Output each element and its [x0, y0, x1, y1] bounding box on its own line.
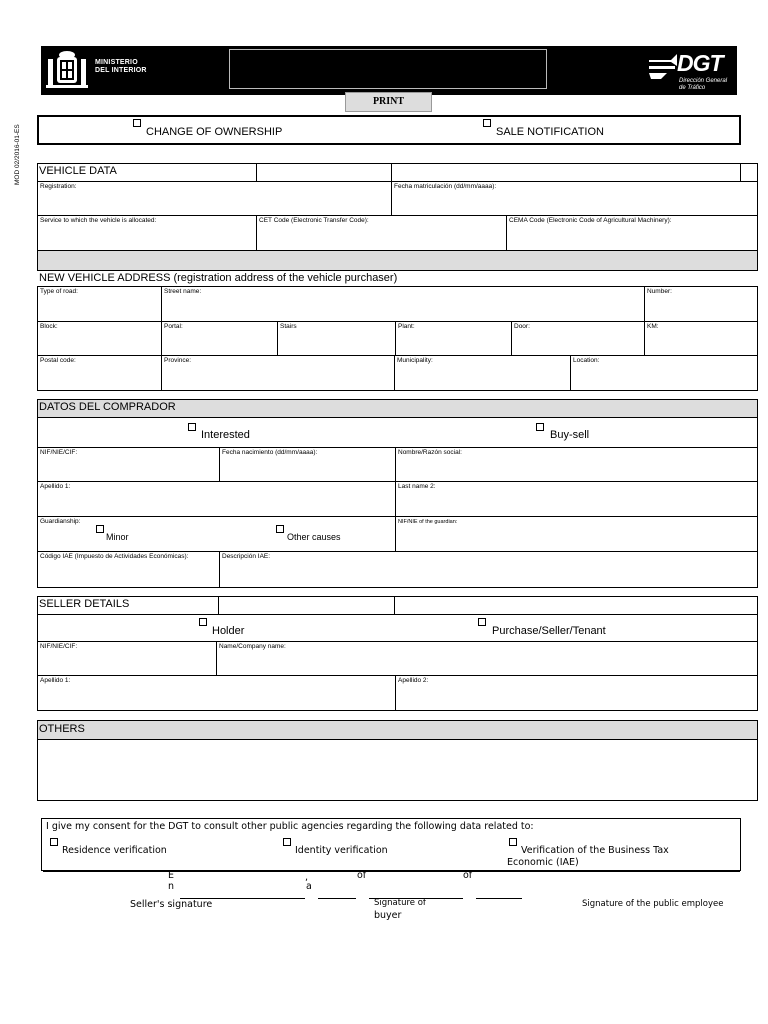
- dgt-arrow-icon: [647, 50, 681, 82]
- seller-name-field[interactable]: Name/Company name:: [216, 641, 758, 676]
- cema-code-field[interactable]: CEMA Code (Electronic Code of Agricultural Machinery):: [506, 215, 758, 251]
- vehicle-data-footer-bar: [37, 250, 758, 271]
- identity-verification-label: Identity verification: [295, 845, 388, 856]
- address-section: [37, 286, 758, 391]
- buyer-name-field[interactable]: Nombre/Razón social:: [395, 447, 758, 482]
- buyer-signature-label-2: buyer: [374, 910, 402, 921]
- location-field[interactable]: Location:: [570, 355, 758, 391]
- street-name-field[interactable]: Street name:: [161, 286, 645, 322]
- coat-of-arms-icon: [45, 49, 89, 91]
- buyer-lastname2-field[interactable]: Last name 2:: [395, 481, 758, 517]
- seller-surname1-field[interactable]: Apellido 1:: [37, 675, 396, 711]
- interested-label: Interested: [201, 429, 250, 441]
- buyer-surname1-field[interactable]: Apellido 1:: [37, 481, 396, 517]
- date-a: a: [306, 881, 312, 892]
- holder-checkbox[interactable]: [199, 618, 207, 626]
- buyer-nif-field[interactable]: NIF/NIE/CIF:: [37, 447, 220, 482]
- seller-surname2-field[interactable]: Apellido 2:: [395, 675, 758, 711]
- residence-verification-checkbox[interactable]: [50, 838, 58, 846]
- dgt-sub1: Dirección General: [679, 78, 728, 84]
- buyer-type-row: [37, 417, 758, 448]
- registration-field[interactable]: Registration:: [37, 181, 392, 216]
- buy-sell-label: Buy-sell: [550, 429, 590, 441]
- header-bar: [41, 46, 737, 95]
- form-title-box: [229, 49, 547, 89]
- dgt-logo: [647, 48, 735, 94]
- ministry-name: [95, 59, 147, 75]
- portal-field[interactable]: Portal:: [161, 321, 278, 356]
- municipality-field[interactable]: Municipality:: [394, 355, 571, 391]
- date-of-2: of: [463, 870, 473, 881]
- km-field[interactable]: KM:: [644, 321, 758, 356]
- seller-header: [37, 596, 758, 615]
- model-code: MOD 02/2016-01-ES: [14, 124, 21, 185]
- dgt-sub2: de Tráfico: [679, 85, 706, 91]
- others-header: [37, 720, 758, 740]
- others-section: [37, 720, 758, 801]
- date-comma: ,: [305, 872, 309, 883]
- consent-text: I give my consent for the DGT to consult other public agencies regarding the following data related to:: [46, 821, 534, 832]
- road-type-field[interactable]: Type of road:: [37, 286, 162, 322]
- block-field[interactable]: Block:: [37, 321, 162, 356]
- buyer-header: [37, 399, 758, 418]
- date-place-n: n: [168, 881, 175, 892]
- seller-type-row: [37, 614, 758, 642]
- seller-section: [37, 596, 758, 711]
- ministry-line1: MINISTERIO: [95, 59, 138, 66]
- business-tax-verification-checkbox[interactable]: [509, 838, 517, 846]
- ministry-line2: DEL INTERIOR: [95, 67, 147, 74]
- province-field[interactable]: Province:: [161, 355, 395, 391]
- employee-signature-label: Signature of the public employee: [582, 899, 724, 909]
- vehicle-data-heading: VEHICLE DATA: [39, 165, 117, 177]
- buyer-birth-date-field[interactable]: Fecha nacimiento (dd/mm/aaaa):: [219, 447, 396, 482]
- dgt-wordmark: DGT: [677, 50, 723, 76]
- registration-date-field[interactable]: Fecha matriculación (dd/mm/aaaa):: [391, 181, 758, 216]
- business-tax-verification-label-2: Economic (IAE): [507, 857, 579, 868]
- buy-sell-checkbox[interactable]: [536, 423, 544, 431]
- seller-heading: SELLER DETAILS: [39, 598, 130, 610]
- purchase-seller-tenant-checkbox[interactable]: [478, 618, 486, 626]
- iae-code-field[interactable]: Código IAE (Impuesto de Actividades Económicas):: [37, 551, 220, 588]
- address-heading: NEW VEHICLE ADDRESS (registration address of the vehicle purchaser): [39, 272, 398, 284]
- stairs-field[interactable]: Stairs: [277, 321, 396, 356]
- sale-notification-checkbox[interactable]: [483, 119, 491, 127]
- vehicle-data-section: [37, 163, 758, 271]
- iae-description-field[interactable]: Descripción IAE:: [219, 551, 758, 588]
- door-field[interactable]: Door:: [511, 321, 645, 356]
- other-causes-checkbox[interactable]: [276, 525, 284, 533]
- minor-label: Minor: [106, 532, 129, 542]
- change-of-ownership-label: CHANGE OF OWNERSHIP: [146, 126, 283, 138]
- change-of-ownership-checkbox[interactable]: [133, 119, 141, 127]
- buyer-section: [37, 399, 758, 588]
- sale-notification-label: SALE NOTIFICATION: [496, 126, 604, 138]
- date-of-1: of: [357, 870, 367, 881]
- buyer-signature-label: Signature of: [374, 898, 426, 908]
- guardianship-field: Guardianship: Minor Other causes: [37, 516, 396, 552]
- procedure-box: [37, 115, 741, 145]
- day-line[interactable]: [318, 898, 356, 899]
- minor-checkbox[interactable]: [96, 525, 104, 533]
- plant-field[interactable]: Plant:: [395, 321, 512, 356]
- buyer-heading: DATOS DEL COMPRADOR: [39, 401, 176, 413]
- seller-nif-field[interactable]: NIF/NIE/CIF:: [37, 641, 217, 676]
- seller-signature-label: Seller's signature: [130, 899, 213, 910]
- purchase-seller-tenant-label: Purchase/Seller/Tenant: [492, 625, 606, 637]
- identity-verification-checkbox[interactable]: [283, 838, 291, 846]
- date-place-e: E: [168, 870, 175, 881]
- guardian-nif-field[interactable]: NIF/NIE of the guardian:: [395, 516, 758, 552]
- others-textarea[interactable]: [37, 739, 758, 801]
- service-field[interactable]: Service to which the vehicle is allocated:: [37, 215, 257, 251]
- postal-code-field[interactable]: Postal code:: [37, 355, 162, 391]
- holder-label: Holder: [212, 625, 245, 637]
- print-button[interactable]: PRINT: [345, 92, 432, 112]
- number-field[interactable]: Number:: [644, 286, 758, 322]
- residence-verification-label: Residence verification: [62, 845, 167, 856]
- interested-checkbox[interactable]: [188, 423, 196, 431]
- business-tax-verification-label: Verification of the Business Tax: [521, 845, 669, 856]
- other-causes-label: Other causes: [287, 532, 341, 542]
- others-heading: OTHERS: [39, 723, 85, 735]
- year-line[interactable]: [476, 898, 522, 899]
- vehicle-data-header: [37, 163, 758, 182]
- consent-box: [41, 818, 741, 871]
- cet-code-field[interactable]: CET Code (Electronic Transfer Code):: [256, 215, 507, 251]
